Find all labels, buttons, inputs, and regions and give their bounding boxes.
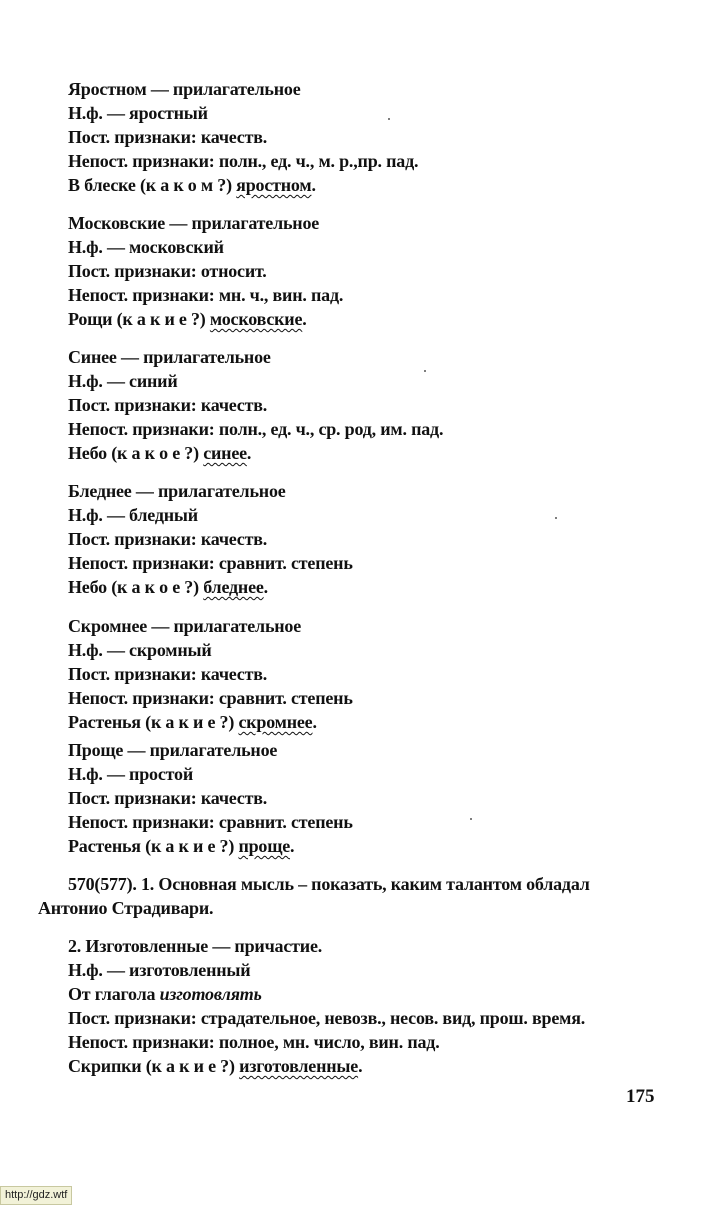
entry-word-line: Московские — прилагательное — [68, 213, 320, 233]
entry-post-line: Пост. признаки: относит. — [68, 261, 267, 281]
scan-speck — [555, 517, 557, 519]
part2-verb-line — [38, 982, 668, 1006]
part2-question-line — [38, 1054, 668, 1078]
entry-question-line — [68, 441, 668, 465]
entry-post-line: Пост. признаки: качеств. — [68, 529, 268, 549]
entry-question-line — [68, 834, 668, 858]
entry-5 — [68, 614, 668, 734]
entry-nf-line: Н.ф. — бледный — [68, 505, 198, 525]
entry-word-line: Скромнее — прилагательное — [68, 616, 302, 636]
entry-nf-line: Н.ф. — московский — [68, 237, 224, 257]
entry-question-line — [68, 173, 668, 197]
answer-word: бледнее — [203, 577, 264, 597]
entry-nepost-line: Непост. признаки: сравнит. степень — [68, 553, 353, 573]
line-end: . — [302, 309, 307, 329]
answer-word: скромнее — [238, 712, 313, 732]
entry-nf-line: Н.ф. — простой — [68, 764, 194, 784]
entry-3 — [68, 345, 668, 465]
task-570 — [38, 872, 668, 1078]
line-end: . — [358, 1056, 363, 1076]
line-end: . — [290, 836, 295, 856]
question-prefix: Рощи (к а к и е ?) — [68, 309, 210, 329]
entry-nepost-line: Непост. признаки: полн., ед. ч., ср. род, им. пад. — [68, 419, 444, 439]
entry-nepost-line: Непост. признаки: полн., ед. ч., м. р.,пр. пад. — [68, 151, 419, 171]
answer-word: синее — [203, 443, 247, 463]
line-end: . — [312, 712, 317, 732]
scan-speck — [470, 818, 472, 820]
entry-nepost-line: Непост. признаки: мн. ч., вин. пад. — [68, 285, 344, 305]
answer-word: проще — [238, 836, 291, 856]
answer-word: изготовленные — [239, 1056, 359, 1076]
entry-word-line: Синее — прилагательное — [68, 347, 271, 367]
entry-post-line: Пост. признаки: качеств. — [68, 127, 268, 147]
line-end: . — [246, 443, 252, 463]
entry-post-line: Пост. признаки: качеств. — [68, 395, 268, 415]
entry-nf-line: Н.ф. — яростный — [68, 103, 208, 123]
part2-nf-line: Н.ф. — изготовленный — [68, 960, 251, 980]
entry-word-line: Проще — прилагательное — [68, 740, 278, 760]
question-prefix: В блеске (к а к о м ?) — [68, 175, 237, 195]
entry-question-line — [68, 575, 668, 599]
entry-post-line: Пост. признаки: качеств. — [68, 788, 268, 808]
answer-word: яростном — [236, 175, 312, 195]
entry-nf-line: Н.ф. — синий — [68, 371, 178, 391]
question-prefix: Небо (к а к о е ?) — [68, 443, 204, 463]
part2-verb: изготовлять — [159, 984, 262, 1004]
task-heading-line — [38, 872, 668, 896]
task-line2: Антонио Страдивари. — [38, 898, 214, 918]
question-prefix: Скрипки (к а к и е ?) — [68, 1056, 240, 1076]
entry-6 — [68, 738, 668, 858]
entry-1 — [68, 77, 668, 197]
scan-speck — [388, 118, 390, 120]
question-prefix: Растенья (к а к и е ?) — [68, 836, 239, 856]
entry-question-line — [68, 307, 668, 331]
task-number: 570(577). — [68, 874, 137, 894]
answer-word: московские — [209, 309, 303, 329]
entry-4 — [68, 479, 668, 599]
entry-nf-line: Н.ф. — скромный — [68, 640, 212, 660]
part2-post-line: Пост. признаки: страдательное, невозв., несов. вид, прош. время. — [68, 1008, 586, 1028]
entry-question-line — [68, 710, 668, 734]
line-end: . — [263, 577, 268, 597]
task-line1-text: 1. Основная мысль – показать, каким талантом обладал — [136, 874, 590, 894]
entry-word-line: Бледнее — прилагательное — [68, 481, 286, 501]
entry-2 — [68, 211, 668, 331]
page-number: 175 — [626, 1086, 655, 1107]
question-prefix: Растенья (к а к и е ?) — [68, 712, 239, 732]
site-watermark-link[interactable]: http://gdz.wtf — [0, 1186, 72, 1205]
entry-word-line: Яростном — прилагательное — [68, 79, 301, 99]
part2-verb-prefix: От глагола — [68, 984, 160, 1004]
entry-nepost-line: Непост. признаки: сравнит. степень — [68, 812, 353, 832]
part2-title-line: 2. Изготовленные — причастие. — [68, 936, 323, 956]
entry-nepost-line: Непост. признаки: сравнит. степень — [68, 688, 353, 708]
scan-speck — [424, 370, 426, 372]
line-end: . — [311, 175, 316, 195]
part2-nepost-line: Непост. признаки: полное, мн. число, вин. пад. — [68, 1032, 440, 1052]
entry-post-line: Пост. признаки: качеств. — [68, 664, 268, 684]
question-prefix: Небо (к а к о е ?) — [68, 577, 204, 597]
